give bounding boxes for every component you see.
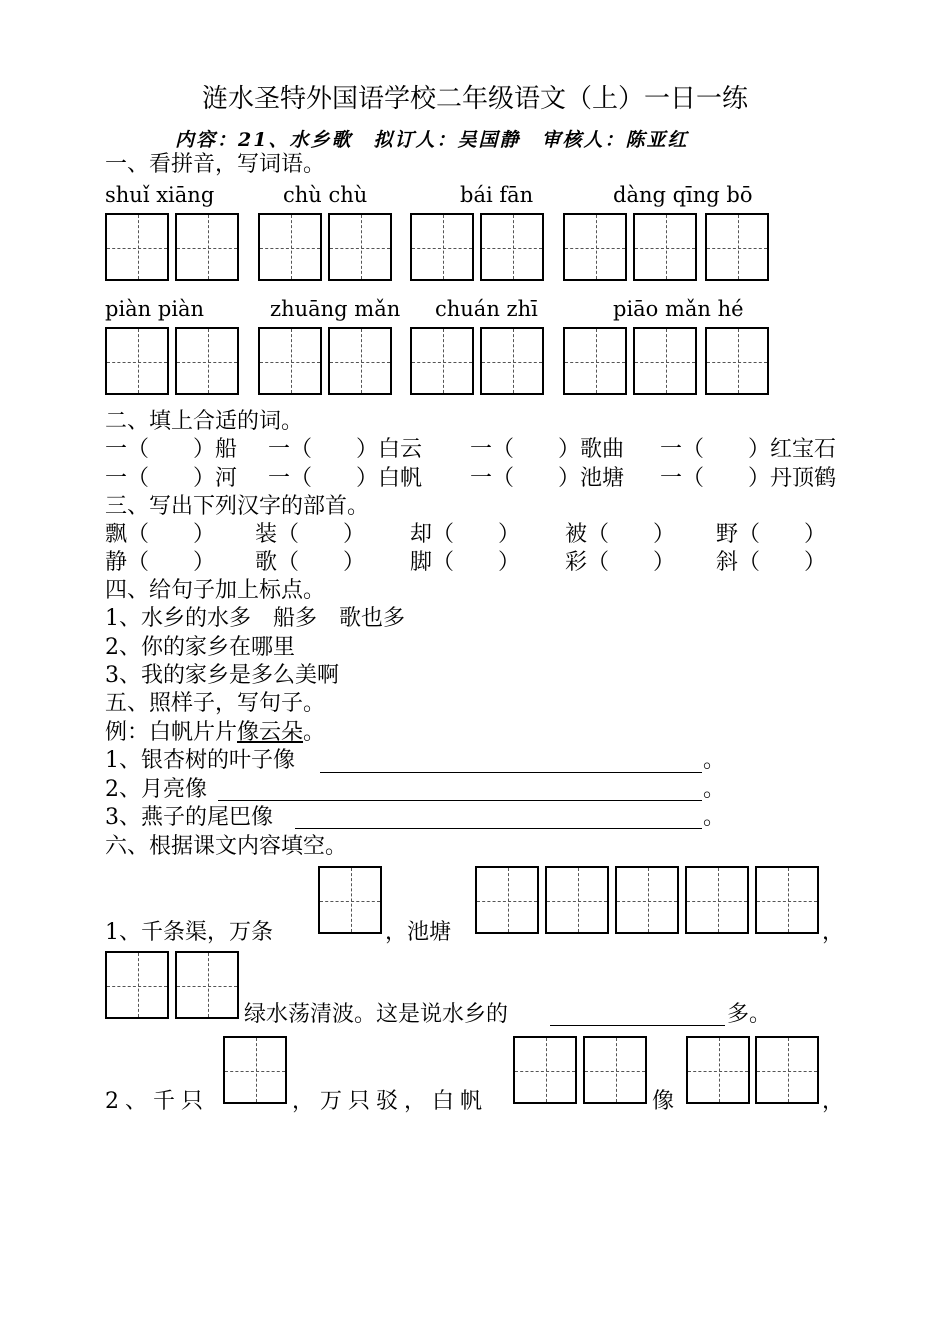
sentence-prompt: 2、月亮像 — [105, 777, 207, 802]
fill-item: 一（ ）船 — [105, 437, 238, 462]
section-5-heading: 五、照样子，写句子。 — [105, 691, 326, 716]
radical-item: 飘（ ） — [105, 522, 216, 547]
period: 。 — [703, 805, 726, 830]
period: 。 — [703, 748, 726, 773]
radical-item: 被（ ） — [565, 522, 676, 547]
period: 。 — [703, 777, 726, 802]
fill-item: 一（ ）白帆 — [268, 466, 423, 491]
answer-line[interactable] — [320, 772, 702, 773]
writing-box[interactable] — [545, 866, 609, 934]
q1-text: ，池塘 — [385, 920, 452, 945]
writing-box[interactable] — [223, 1036, 287, 1104]
fill-item: 一（ ）歌曲 — [470, 437, 625, 462]
writing-box[interactable] — [105, 327, 169, 395]
writing-box[interactable] — [328, 327, 392, 395]
writing-box[interactable] — [480, 213, 544, 281]
writing-box[interactable] — [755, 1036, 819, 1104]
subtitle: 内容：21、水乡歌 拟订人：吴国静 审核人：陈亚红 — [175, 129, 689, 151]
pinyin: chù chù — [283, 183, 368, 207]
pinyin: zhuāng mǎn — [270, 297, 401, 321]
writing-box[interactable] — [175, 213, 239, 281]
example-prefix: 例：白帆片片 — [105, 720, 238, 745]
pinyin: piāo mǎn hé — [613, 297, 744, 321]
q1-text: ， — [822, 920, 845, 945]
radical-item: 静（ ） — [105, 550, 216, 575]
q2-text: 2、千只 — [105, 1089, 209, 1114]
q2-text: ，万只驳，白帆 — [292, 1089, 489, 1114]
fill-item: 一（ ）河 — [105, 466, 238, 491]
writing-box[interactable] — [105, 951, 169, 1019]
pinyin: chuán zhī — [435, 297, 538, 321]
q1-text: 绿水荡清波。这是说水乡的 — [244, 1002, 509, 1027]
punctuation-line: 1、水乡的水多 船多 歌也多 — [105, 606, 405, 631]
writing-box[interactable] — [258, 327, 322, 395]
sentence-prompt: 1、银杏树的叶子像 — [105, 748, 295, 773]
example-sentence — [105, 720, 325, 746]
punctuation-line: 3、我的家乡是多么美啊 — [105, 663, 339, 688]
q2-text: 像 — [652, 1089, 675, 1114]
writing-box[interactable] — [633, 213, 697, 281]
writing-box[interactable] — [686, 1036, 750, 1104]
writing-box[interactable] — [258, 213, 322, 281]
writing-box[interactable] — [480, 327, 544, 395]
example-end: 。 — [303, 720, 326, 745]
pinyin: dàng qīng bō — [613, 183, 753, 207]
radical-item: 却（ ） — [410, 522, 521, 547]
sentence-prompt: 3、燕子的尾巴像 — [105, 805, 273, 830]
radical-item: 野（ ） — [716, 522, 827, 547]
section-4-heading: 四、给句子加上标点。 — [105, 578, 326, 603]
page-title: 涟水圣特外国语学校二年级语文（上）一日一练 — [201, 84, 748, 114]
fill-item: 一（ ）红宝石 — [660, 437, 837, 462]
writing-box[interactable] — [175, 327, 239, 395]
punctuation-line: 2、你的家乡在哪里 — [105, 635, 295, 660]
writing-box[interactable] — [175, 951, 239, 1019]
writing-box[interactable] — [615, 866, 679, 934]
answer-line[interactable] — [218, 800, 702, 801]
q1-text: 多。 — [727, 1002, 772, 1027]
writing-box[interactable] — [705, 327, 769, 395]
writing-box[interactable] — [318, 866, 382, 934]
writing-box[interactable] — [755, 866, 819, 934]
pinyin: piàn piàn — [105, 297, 205, 321]
fill-item: 一（ ）池塘 — [470, 466, 625, 491]
writing-box[interactable] — [410, 213, 474, 281]
writing-box[interactable] — [475, 866, 539, 934]
writing-box[interactable] — [328, 213, 392, 281]
section-2-heading: 二、填上合适的词。 — [105, 409, 304, 434]
q2-text: ， — [822, 1089, 845, 1114]
section-1-heading: 一、看拼音，写词语。 — [105, 152, 326, 177]
radical-item: 彩（ ） — [565, 550, 676, 575]
radical-item: 装（ ） — [255, 522, 366, 547]
example-underlined: 像云朵 — [237, 720, 304, 745]
section-6-heading: 六、根据课文内容填空。 — [105, 834, 348, 859]
radical-item: 斜（ ） — [716, 550, 827, 575]
writing-box[interactable] — [105, 213, 169, 281]
fill-item: 一（ ）丹顶鹤 — [660, 466, 837, 491]
answer-line[interactable] — [295, 828, 702, 829]
pinyin: bái fān — [460, 183, 534, 207]
section-3-heading: 三、写出下列汉字的部首。 — [105, 494, 370, 519]
writing-box[interactable] — [583, 1036, 647, 1104]
radical-item: 脚（ ） — [410, 550, 521, 575]
writing-box[interactable] — [563, 213, 627, 281]
writing-box[interactable] — [705, 213, 769, 281]
answer-line[interactable] — [550, 1025, 725, 1026]
writing-box[interactable] — [633, 327, 697, 395]
radical-item: 歌（ ） — [255, 550, 366, 575]
writing-box[interactable] — [410, 327, 474, 395]
pinyin: shuǐ xiāng — [105, 183, 215, 207]
fill-item: 一（ ）白云 — [268, 437, 423, 462]
writing-box[interactable] — [563, 327, 627, 395]
writing-box[interactable] — [685, 866, 749, 934]
q1-text: 1、千条渠，万条 — [105, 920, 273, 945]
writing-box[interactable] — [513, 1036, 577, 1104]
